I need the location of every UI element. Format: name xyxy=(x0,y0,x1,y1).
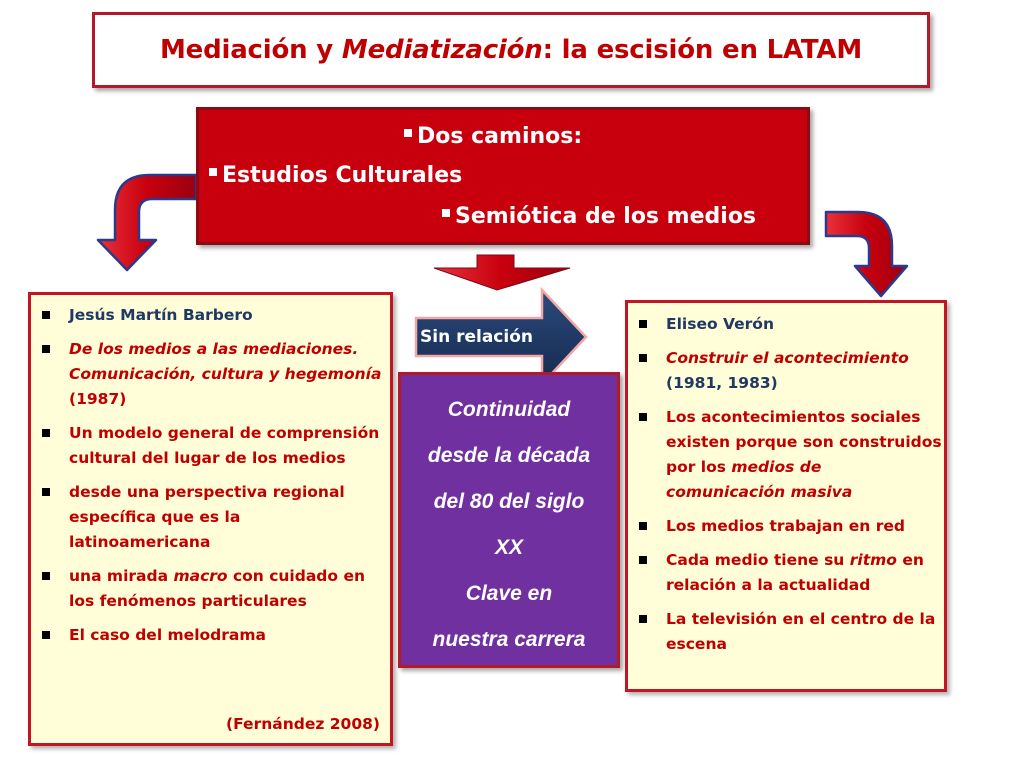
veron-name: Eliseo Verón xyxy=(666,315,774,333)
barbero-item3: Un modelo general de comprensión cultural del lugar de los medios xyxy=(69,424,380,467)
semiotica-text: Semiótica de los medios xyxy=(455,204,757,229)
title-box xyxy=(92,12,930,88)
title-part3: : la escisión en LATAM xyxy=(542,35,863,65)
dos-caminos-heading xyxy=(404,124,582,149)
bullet-square-icon xyxy=(442,209,450,217)
down-arrow xyxy=(434,255,570,290)
veron-item6: La televisión en el centro de la escena xyxy=(666,610,936,653)
estudios-culturales-text: Estudios Culturales xyxy=(222,163,463,188)
barbero-item5a: una mirada xyxy=(69,567,174,585)
barbero-item5b: macro xyxy=(173,567,228,585)
page-title xyxy=(160,35,862,65)
list-item xyxy=(31,480,383,555)
veron-box xyxy=(625,300,947,692)
veron-item5a: Cada medio tiene su xyxy=(666,551,850,569)
list-item xyxy=(628,514,944,539)
continuidad-box xyxy=(398,372,620,668)
title-part2: Mediatización xyxy=(341,35,543,65)
barbero-list xyxy=(31,303,383,657)
sin-relacion-label: Sin relación xyxy=(420,327,533,347)
list-item xyxy=(31,337,383,412)
barbero-name: Jesús Martín Barbero xyxy=(69,306,253,324)
citation-fernandez: (Fernández 2008) xyxy=(226,715,380,733)
bullet-square-icon xyxy=(404,129,412,137)
continuidad-line5: Clave en xyxy=(465,582,553,605)
veron-list xyxy=(628,312,944,666)
dos-caminos-text: Dos caminos: xyxy=(417,124,583,149)
right-curved-arrow xyxy=(826,212,907,296)
list-item xyxy=(628,346,944,396)
veron-item5b: ritmo xyxy=(849,551,897,569)
list-item xyxy=(628,548,944,598)
barbero-item6: El caso del melodrama xyxy=(69,626,266,644)
estudios-culturales-item xyxy=(209,163,462,188)
continuidad-line6: nuestra carrera xyxy=(432,628,586,651)
barbero-book-title: De los medios a las mediaciones. Comunicación, cultura y hegemonía xyxy=(69,340,382,383)
left-curved-arrow xyxy=(98,175,196,270)
veron-item5c: en relación a la actualidad xyxy=(666,551,924,594)
continuidad-line1: Continuidad xyxy=(447,398,571,421)
barbero-box xyxy=(28,292,393,746)
title-part1: Mediación y xyxy=(159,35,342,65)
continuidad-line2: desde la década xyxy=(427,444,591,467)
list-item xyxy=(31,303,383,328)
barbero-item5c: con cuidado en los fenómenos particulares xyxy=(69,567,365,610)
list-item xyxy=(628,607,944,657)
veron-book-title: Construir el acontecimiento xyxy=(666,349,909,367)
veron-item3b: medios de comunicación masiva xyxy=(666,458,853,501)
dos-caminos-box xyxy=(196,107,810,245)
list-item xyxy=(31,421,383,471)
list-item xyxy=(31,623,383,648)
barbero-item4: desde una perspectiva regional específica que es la latinoamericana xyxy=(69,483,345,551)
veron-book-year: (1981, 1983) xyxy=(666,374,778,392)
semiotica-item xyxy=(442,204,756,229)
continuidad-line3: del 80 del siglo xyxy=(433,490,585,513)
continuidad-line4: XX xyxy=(494,536,523,559)
list-item xyxy=(31,564,383,614)
veron-item4: Los medios trabajan en red xyxy=(666,517,905,535)
list-item xyxy=(628,405,944,505)
veron-item3a: Los acontecimientos sociales existen porque son construidos por los xyxy=(666,408,942,476)
bullet-square-icon xyxy=(209,168,217,176)
list-item xyxy=(628,312,944,337)
barbero-book-year: (1987) xyxy=(69,390,127,408)
